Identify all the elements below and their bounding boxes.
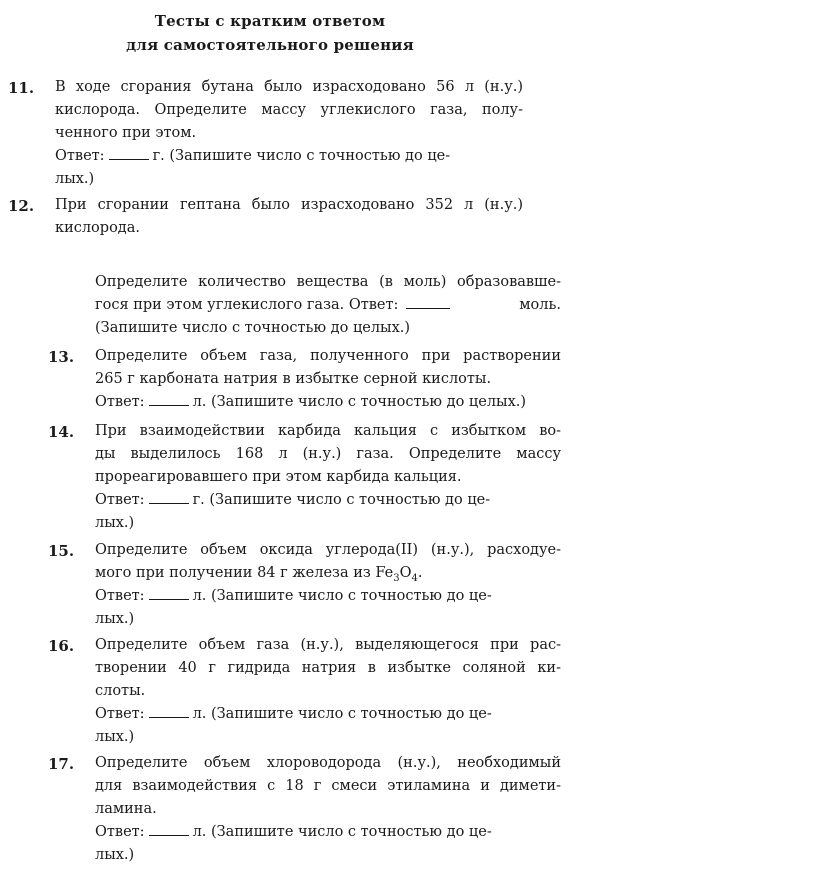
answer-line <box>55 148 450 164</box>
answer-instruction: (Запишите число с точностью до целых.) <box>95 320 411 336</box>
problem-number: 15. <box>48 542 75 560</box>
answer-line <box>95 394 526 410</box>
formula-subscript: 3 <box>393 572 400 584</box>
answer-instruction: л. (Запишите число с точностью до це- <box>192 588 492 604</box>
problem-text-line: ды выделилось 168 л (н.у.) газа. Определите массу <box>95 446 561 462</box>
problem-number: 12. <box>8 197 35 215</box>
problem-number: 11. <box>8 79 35 97</box>
page-title-line2: для самостоятельного решения <box>126 36 414 54</box>
answer-instruction: г. (Запишите число с точностью до це- <box>192 492 491 508</box>
problem-number: 13. <box>48 348 75 366</box>
answer-tail: лых.) <box>95 847 135 863</box>
answer-label: Ответ: <box>95 492 145 508</box>
problem-text-line: Определите объем газа, полученного при растворении <box>95 348 561 364</box>
answer-line <box>95 492 490 508</box>
problem-text-line: Определите объем газа (н.у.), выделяющегося при рас- <box>95 637 561 653</box>
answer-blank[interactable] <box>149 598 189 600</box>
answer-label: Ответ: <box>95 588 145 604</box>
answer-instruction: г. (Запишите число с точностью до це- <box>152 148 451 164</box>
answer-blank[interactable] <box>109 158 149 160</box>
answer-instruction: л. (Запишите число с точностью до целых.) <box>192 394 527 410</box>
problem-text-line: слоты. <box>95 683 146 699</box>
problem-text-fragment: гося при этом углекислого газа. Ответ: <box>95 297 399 313</box>
formula-subscript: 4 <box>411 572 418 584</box>
problem-text-line: кислорода. <box>55 220 140 236</box>
formula-element: O <box>399 565 412 581</box>
answer-line <box>95 588 492 604</box>
answer-line <box>95 706 492 722</box>
problem-number: 16. <box>48 637 75 655</box>
problem-text-line: прореагировавшего при этом карбида кальция. <box>95 469 462 485</box>
answer-blank[interactable] <box>149 404 189 406</box>
problem-text-line: ламина. <box>95 801 157 817</box>
problem-text-line: Определите объем хлороводорода (н.у.), необходимый <box>95 755 561 771</box>
problem-text-line: В ходе сгорания бутана было израсходовано 56 л (н.у.) <box>55 79 523 95</box>
answer-label: Ответ: <box>55 148 105 164</box>
problem-number: 14. <box>48 423 75 441</box>
answer-tail: лых.) <box>95 611 135 627</box>
problem-text-line: ченного при этом. <box>55 125 197 141</box>
problem-number: 17. <box>48 755 75 773</box>
answer-instruction: л. (Запишите число с точностью до це- <box>192 824 492 840</box>
problem-text-line: При взаимодействии карбида кальция с избытком во- <box>95 423 561 439</box>
answer-blank[interactable] <box>149 502 189 504</box>
problem-text-line: Определите объем оксида углерода(II) (н.у.), расходуе- <box>95 542 561 558</box>
answer-line <box>95 297 561 313</box>
problem-text-line: для взаимодействия с 18 г смеси этиламина и димети- <box>95 778 561 794</box>
problem-text-fragment: мого при получении 84 г железа из Fe <box>95 565 394 581</box>
answer-label: Ответ: <box>95 824 145 840</box>
answer-tail: лых.) <box>55 171 95 187</box>
problem-text-line: 265 г карбоната натрия в избытке серной кислоты. <box>95 371 492 387</box>
answer-blank[interactable] <box>149 834 189 836</box>
answer-blank[interactable] <box>149 716 189 718</box>
problem-text-line: творении 40 г гидрида натрия в избытке соляной ки- <box>95 660 561 676</box>
answer-unit: моль. <box>519 297 561 313</box>
answer-label: Ответ: <box>95 706 145 722</box>
answer-blank[interactable] <box>406 307 450 309</box>
problem-text-line: При сгорании гептана было израсходовано 352 л (н.у.) <box>55 197 523 213</box>
problem-text-line <box>95 565 423 584</box>
answer-tail: лых.) <box>95 515 135 531</box>
punctuation: . <box>417 565 423 581</box>
answer-label: Ответ: <box>95 394 145 410</box>
answer-instruction: л. (Запишите число с точностью до це- <box>192 706 492 722</box>
problem-text-line: Определите количество вещества (в моль) образовавше- <box>95 274 561 290</box>
answer-tail: лых.) <box>95 729 135 745</box>
page-title-line1: Тесты с кратким ответом <box>154 12 386 30</box>
answer-line <box>95 824 492 840</box>
problem-text-line: кислорода. Определите массу углекислого газа, полу- <box>55 102 523 118</box>
